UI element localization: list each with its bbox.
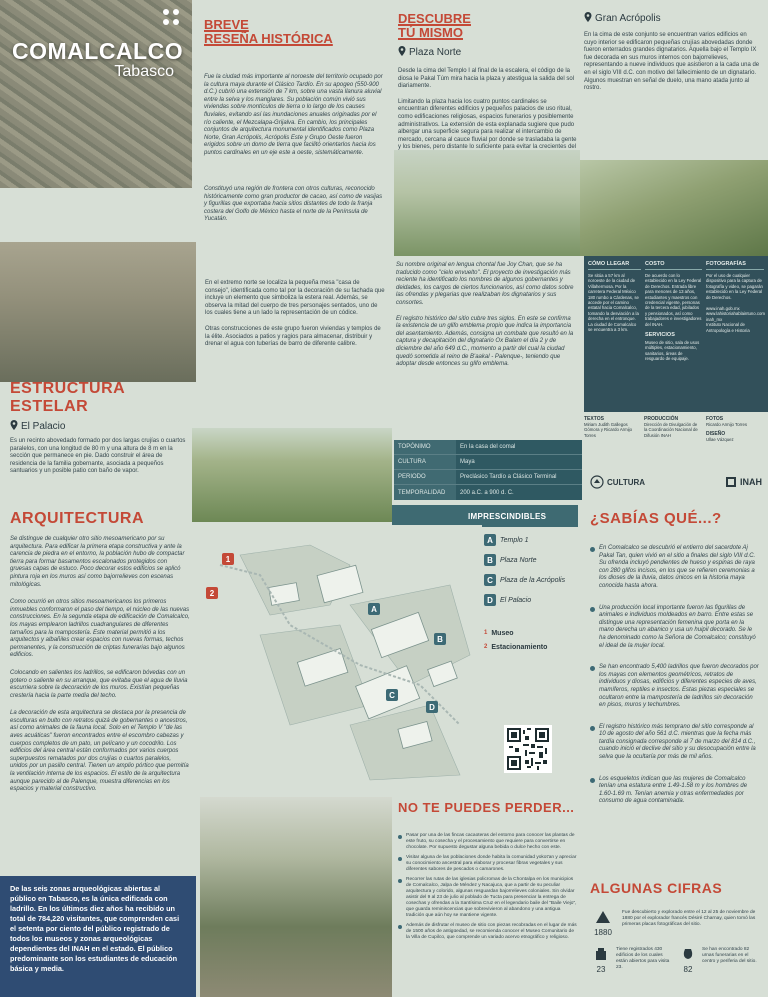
breve-paragraph-2: Constituyó una región de frontera con otros culturas, reconocido históricamente como gran productor de cacao, así como de vasijas y figurillas que exportaba hacia sitios distantes de todo la franja costera del Golfo de México hasta el norte de la Península de Yucatán.: [204, 186, 383, 223]
list-item[interactable]: [484, 530, 578, 550]
cifras-n2: 82: [683, 965, 693, 974]
imprescindibles-list: [484, 530, 578, 654]
arquitectura-paragraph-2: Como ocurrió en otros sitios mesoamericanos los primeros inmuebles conformaron el paso del tiempo, el núcleo de las nuevas construcciones. En la segunda etapa de edificación de Comalcalco, los mayas emplearon ladrillos cuadrangulares de diferentes tamaños para la mampostería. Este material permitió a los arquitectos y albañiles crear espacios con nuevas formas, techos permanentes, y la construcción de criptas funerarias bajo algunos edificios.: [10, 599, 190, 659]
list-label: Plaza Norte: [500, 556, 537, 564]
pyramid-icon: [596, 911, 610, 923]
cifras-numbers: [590, 947, 760, 974]
extra-label: Museo: [491, 629, 514, 637]
inah-logo: [725, 476, 762, 488]
list-text: Se han encontrado 5,400 ladrillos que fueron decorados por los mayas con elementos geométricos, retratos de individuos y diosas, edificios y diferentes especies de aves, mamíferos, reptiles e insectos. Estas piezas especiales se ocultaron entre la mampostería de ladrillos sin decoración en pisos, muros y techumbres.: [599, 664, 759, 709]
list-item: [590, 605, 760, 651]
estructura-heading: ESTRUCTURA ESTELAR: [10, 380, 125, 415]
list-text: Visitar alguna de las poblaciones donde habita la comunidad yokot'an y apreciar su conocimiento ancestral para elaborar y procesar fibras vegetales y sus diferentes sabores de pescados o camarones.: [406, 855, 577, 872]
list-text: En Comalcalco se descubrió el entierro del sacerdote Aj Pakal Tan, quien vivió en el sitio a finales del siglo VIII d.C. Su ofrenda incluyó pendientes de hueso y espinas de raya con 280 glifos incisos, en los que se refieren ceremonias a los dioses de la lluvia, datos únicos en la historia maya conocida hasta ahora.: [599, 545, 756, 589]
fotografias-text: Por el uso de cualquier dispositivo para la captura de fotografía y video, se pagarán establecido en la Ley Federal de Derechos.: [706, 273, 763, 300]
extra-label: Estacionamiento: [491, 643, 548, 651]
fact-key: PERIODO: [394, 470, 456, 484]
servicios-title: SERVICIOS: [645, 332, 675, 339]
bullet-icon: [398, 879, 402, 883]
inah-emblem-icon: [725, 476, 737, 488]
no-perder-block: [398, 800, 578, 941]
visitor-stats-text: De las seis zonas arqueológicas abiertas al público en Tabasco, es la única edificada con ladrillo. En los últimos diez años ha recibido un total de 784,220 visitantes, que comprenden casi el setenta por ciento del público registrado de todos los museos y zonas arqueológicas dependientes del INAH en el estado. El público predominante son los estudiantes de educación básica y media.: [10, 884, 180, 973]
brand-state: Tabasco: [114, 63, 174, 80]
mid-center-paragraph-1: Su nombre original en lengua chontal fue Joy Chan, que se ha traducido como "cielo envuelto". El proyecto de investigación más reciente ha identificado los nombres de algunos gobernantes y deidades, los cargos de ciertos funcionarios, así como datos sobre las ofrendas y plegarias que realizaban los dignatarios y sus consortes.: [396, 262, 574, 306]
bullet-icon: [398, 857, 402, 861]
estructura-block: [0, 380, 196, 476]
list-item[interactable]: [484, 640, 578, 654]
brand-ornament-icon: [160, 6, 182, 28]
imprescindibles-bar: [392, 505, 578, 527]
visitor-stats-box: [0, 876, 196, 997]
estructura-subtitle: [0, 420, 196, 432]
list-text: Recorrer las rutas de las iglesias policromas de la Chontalpa en los municipios de Comalcalco, Jalpa de Méndez y Nacajuca, que a partir de su peculiar arquitectura y colorido, algunas resguardan bajorrelieves coloniales. Sin olvidar asistir del 9 al 23 de julio al poblado de Tucta para presenciar la entrega de cosechas y ofrendas a la Santísima Cruz en el legendario baile del "Baile Viejo", que guarda reminiscencias que sobrevivieron al abandono y una antigua tradición que aún hoy se mantiene vigente.: [406, 877, 577, 918]
list-item[interactable]: [484, 570, 578, 590]
mid-left-paragraph-2: Otras construcciones de este grupo fueron viviendas y templos de la élite. Asociados a patios y ragios para almacenar, distribuir y drenar el agua con tuberías de barro de diferente calibre.: [205, 325, 381, 348]
credits-produccion-title: PRODUCCIÓN: [644, 416, 679, 422]
fact-value: En la casa del comal: [460, 444, 516, 450]
list-text: Los esqueletos indican que las mujeres de Comalcalco tenían una estatura entre 1.49-1.58 m y los hombres de 1.60-1.69 m. Tenían anemia y otras enfermedades por consumo de agua contaminada.: [599, 775, 748, 805]
list-item: [398, 877, 578, 919]
ruins-tree-photo: [200, 797, 392, 997]
list-label: Templo 1: [500, 536, 529, 544]
table-row: [394, 440, 582, 455]
credits-fotos-title: FOTOS: [706, 416, 724, 422]
credits-textos-text: Miriam Judith Gallegos Gómora y Ricardo Armijo Torres: [584, 422, 632, 438]
sabias-list: [590, 545, 760, 806]
breve-paragraph-1: Fue la ciudad más importante al noroeste del territorio ocupado por la cultura maya durante el Clásico Tardío. En su apogeo (550-900 d.C.) cubrió una extensión de 7 km, sobre una vasta llanura aluvial entre la selva y los manglares. Su población común vivió sus viviendas sobre montículos de tierra o lo largo de los causes fluviales, evitando así las inundaciones anuales originadas por el río caliente, el Mezcalapa-Grijalva. En cambio, los principales conjuntos de arquitectura monumental identificados como Plaza Norte, Gran Acrópolis, Acrópolis Este y Grupo Oeste fueron erigidos sobre un domo de tierra que facilitó orientarlos hacia los puntos cardinales en un eje este a oeste, sistemáticamente.: [204, 74, 383, 156]
fotografias-title: FOTOGRAFÍAS: [706, 261, 764, 270]
bullet-icon: [590, 778, 595, 783]
qr-code-icon: [507, 728, 549, 770]
credits-diseno-text: Ullae Vázquez: [706, 437, 734, 443]
list-marker: D: [484, 594, 496, 606]
inah-logo-text: INAH: [740, 477, 762, 487]
site-map: [200, 525, 482, 790]
brand-title: COMALCALCO: [12, 38, 184, 64]
imprescindibles-heading: IMPRESCINDIBLES: [468, 511, 547, 521]
map-marker-d[interactable]: D: [426, 701, 438, 713]
list-item: [590, 776, 760, 806]
map-marker-1[interactable]: 1: [222, 553, 234, 565]
table-row: [394, 485, 582, 500]
extra-number: 2: [484, 644, 488, 650]
landscape-photo-wide: [394, 150, 580, 256]
visit-info-box: [584, 256, 768, 412]
costo-text: De acuerdo con lo establecido en la Ley Federal de Derechos. Entrada libre para menores de 13 años, estudiantes y maestros con credencial vigente, personas de la tercera edad, jubilados y pensionados, así como trabajadores e investigadores del INAH.: [645, 273, 702, 327]
list-text: Una producción local importante fueron las figurillas de animales e individuos moldeados en barro. Entre estas se distingue una representación femenina que porta en la mano derecha un abanico y usa un huipil decorado. Se le ha denominado como la Señora de Comalcalco; constituyó el ideal de la mujer local.: [599, 604, 756, 649]
descubre-paragraph-1: Desde la cima del Templo I al final de la escalera, el código de la diosa le Pakal Túm mira hacia la plaza y atestigua la salida del sol diariamente.: [398, 68, 574, 90]
cultura-logo: [590, 475, 645, 489]
list-label: Plaza de la Acrópolis: [500, 576, 566, 584]
list-text: Pasar por una de las fincas cacaoteras del entorno para conocer las plantas de este fruto, su cosecha y el procesamiento que requiere para convertirse en chocolate. Por supuesto degustar alguna bebida o dulce hecho con este.: [406, 833, 575, 850]
credits-block: [584, 416, 768, 443]
list-text: Además de disfrutar el museo de sitio con piezas recobradas en el lugar de más de 1500 años de antigüedad, se recomienda conocer el Museo Comunitario de la Villa de Cupilco, que comprende un variado acervo etnográfico y religioso.: [406, 923, 577, 940]
arquitectura-paragraph-1: Se distingue de cualquier otro sitio mesoamericano por su arquitectura. Para edificar la primera etapa constructiva y ante la carencia de piedra en el entorno, la población hubo de compactar tierra para formar basamentos escalonados protegidos con gruesas capas de estuco. Poco decorar estos edificios se aplicó pintura roja en los muros así como bajorrelieves con escenas mitológicas.: [10, 536, 185, 588]
location-pin-icon: [584, 12, 592, 22]
list-item[interactable]: [484, 590, 578, 610]
header-photo: [0, 0, 192, 188]
no-perder-heading: NO TE PUEDES PERDER...: [398, 800, 575, 815]
list-item: [590, 664, 760, 710]
location-pin-icon: [10, 420, 18, 430]
list-marker: B: [484, 554, 496, 566]
gran-acropolis-title-text: Gran Acrópolis: [595, 13, 661, 24]
arquitectura-paragraph-3: Colocando en salientes los ladrillos, se edificaron bóvedas con un gotero o saliente en su arranque, que evitaba que el agua de lluvia escurriera sobre la decoración de los muros. Existían pequeñas crestería hacia la parte media del techo.: [10, 669, 188, 699]
cifras-block: [590, 880, 760, 974]
arquitectura-paragraph-4: La decoración de esta arquitectura se destaca por la presencia de esculturas en bulto con retratos quizá de gobernantes o ancestros, así como animales de la fauna local. Solo en el Templo V "de las aves acuáticas" fueron encontrados entre el escombro cabezas y cuerpos completos de un pato, un pelícano y un cocodrilo. Los edificios del área central están conformados por varios cuerpos superpuestos rematados por dos crujías o cuartos paralelos, unidos por un pasillo central. Tienen un amplio pórtico que permitía la ventilación interna de los espacios. El estilo de la arquitectura aunque parecido al de Palenque, muestra diferencias en los espacios y material constructivo.: [10, 710, 189, 793]
list-marker: A: [484, 534, 496, 546]
bullet-icon: [398, 925, 402, 929]
list-label: El Palacio: [500, 596, 532, 604]
logos-strip: [584, 466, 768, 498]
arquitectura-heading: ARQUITECTURA: [10, 510, 144, 527]
table-row: [394, 470, 582, 485]
credits-produccion-text: Dirección de Divulgación de la Coordinación Nacional de Difusión INAH: [644, 422, 698, 438]
credits-textos-title: TEXTOS: [584, 416, 604, 422]
sabias-heading: ¿SABÍAS QUÉ...?: [590, 510, 722, 527]
cultura-logo-text: CULTURA: [607, 477, 646, 487]
brand-block: [12, 38, 182, 81]
gran-acropolis-text: En la cima de este conjunto se encuentran varios edificios en cuyo interior se edificaron pequeñas crujías abovedadas donde fueron enterrados grandes dignatarios. Aquella bajo el Templo IX fue decorada en sus muros internos con bajorrelieves, representando a nueve individuos que asistieron a la cada una de en el siglo VIII d.C. con motivo del fallecimiento de un dignatario. Algunos muestran en señal de duelo, una mano atada junto al rostro.: [584, 32, 760, 92]
como-llegar-text: Se sitúa a 57 km al noroeste de la ciudad de Villahermosa. Por la carretera Federal México 180 rumbo a Cárdenas, se accede por el camino estatal hacia Comalcalco, tomando la desviación a la derecha en el entronque. La ciudad de Comalcalco se encuentra a 3 km.: [588, 273, 639, 333]
list-item: [590, 545, 760, 591]
palace-photo: [192, 428, 392, 522]
list-item: [398, 923, 578, 941]
cifras-n1-text: Tiene registrados 430 edificios de los cuales están abiertos para visita 23.: [616, 947, 670, 970]
mid-center-paragraph-2: El registro histórico del sitio cubre tres siglos. En este se confirma la existencia de un glifo emblema propio que indica la importancia del asentamiento. Además, consigna un combate que resultó en la captura y decapitación del dignatario Ox Balam el día 2 y de diciembre del año 649 d.C., momento a partir del cual la ciudad quedó sometida al reino de B'aakal - Palenque-, teniendo que adoptar desde entonces su glifo emblema.: [396, 315, 574, 368]
qr-code[interactable]: [504, 725, 552, 773]
building-icon: [595, 948, 607, 960]
facts-table: [394, 440, 582, 500]
urn-icon: [682, 948, 694, 960]
fact-key: CULTURA: [394, 455, 456, 469]
list-item[interactable]: [484, 626, 578, 640]
bullet-icon: [398, 835, 402, 839]
estructura-subtitle-text: El Palacio: [21, 421, 66, 432]
credits-diseno-title: DISEÑO: [706, 431, 726, 438]
list-item: [590, 724, 760, 762]
list-text: El registro histórico más temprano del sitio corresponde al 10 de agosto del año 561 d.C. mientras que la fecha más tardía consignada corresponde al 7 de marzo del 814 d.C., cuando inició el declive del sitio y su desocupación entre la selva que la ocultaría por más de mil años.: [599, 723, 756, 761]
descubre-subtitle: [398, 46, 578, 58]
como-llegar-title: CÓMO LLEGAR: [588, 261, 641, 270]
bullet-icon: [590, 666, 595, 671]
fact-value: 200 a.C. a 900 d. C.: [460, 489, 514, 496]
cifras-year-text: Fue descubierto y explorado entre el 12 al 25 de noviembre de 1880 por el explorador francés Désiré Charnay, quien tomó las primeras placas fotográficas del sitio.: [622, 910, 756, 927]
breve-heading: BREVE RESEÑA HISTÓRICA: [204, 17, 333, 46]
cifras-item: [590, 910, 760, 937]
cifras-heading: ALGUNAS CIFRAS: [590, 880, 723, 896]
sabias-block: [590, 510, 760, 806]
gran-acropolis-title: [584, 12, 760, 24]
fact-value: Preclásico Tardío a Clásico Terminal: [460, 474, 557, 480]
map-marker-a[interactable]: A: [368, 603, 380, 615]
fact-value: Maya: [460, 459, 475, 465]
cifras-n2-text: Se han encontrado 82 urnas funerarias en el centro y periferia del sitio.: [702, 947, 757, 964]
bullet-icon: [590, 607, 595, 612]
cifras-n1: 23: [596, 965, 606, 974]
landscape-photo: [578, 160, 768, 256]
list-marker: C: [484, 574, 496, 586]
mid-left-paragraph-1: En el extremo norte se localiza la pequeña mesa "casa de consejo", identificada como tal por la decoración de su fachada que incluye un elemento que simboliza la estera real. Además, se observa la mitad del cuerpo de tres personajes sentados, uno de los cuales tiene a un lado la representación de un códice.: [205, 280, 385, 317]
servicios-text: Museo de sitio, sala de usos múltiples, estacionamiento, sanitarios, áreas de resguardo de equipaje.: [645, 340, 700, 362]
descubre-subtitle-text: Plaza Norte: [409, 47, 462, 58]
extra-number: 1: [484, 630, 488, 636]
map-marker-2[interactable]: 2: [206, 587, 218, 599]
bullet-icon: [590, 726, 595, 731]
table-row: [394, 455, 582, 470]
list-item: [398, 855, 578, 873]
list-item[interactable]: [484, 550, 578, 570]
social-links[interactable]: www.inah.gob.mx www.lahistoriahablaintuno.com inah_mx Instituto Nacional de Antropología e Historia: [706, 306, 765, 333]
fact-key: TOPÓNIMO: [394, 440, 456, 454]
bullet-icon: [590, 547, 595, 552]
fact-key: TEMPORALIDAD: [394, 485, 456, 500]
estructura-text: Es un recinto abovedado formado por dos largas crujías o cuartos paralelos, con una longitud de 80 m y una altura de 8 m en la sección que permanece en pie. Dado construir el área de residencia de la familia gobernante, asociada a pequeños santuarios y un posible patio con baño de vapor.: [10, 438, 186, 475]
map-marker-c[interactable]: C: [386, 689, 398, 701]
descubre-paragraph-2: Limitando la plaza hacia los cuatro puntos cardinales se encuentran diferentes edificios y pequeños palacios de uso ritual, como edificaciones religiosas, espacios funerarios y posiblemente administrativos. La extensión de esta explanada sugiere que pudo albergar una superficie segura para realizar el intercambio de mercado, cercana al cauce fluvial por donde se trasladaba la gente y los bienes, pero distante lo suficiente para evitar la crecientes del: [398, 98, 577, 151]
site-map-svg: [200, 525, 482, 790]
cultura-emblem-icon: [590, 475, 604, 489]
location-pin-icon: [398, 46, 406, 56]
excavation-photo: [0, 242, 196, 382]
credits-fotos-text: Ricardo Armijo Torres: [706, 422, 747, 427]
cifras-year: 1880: [594, 928, 612, 937]
costo-title: COSTO: [645, 261, 702, 270]
no-perder-list: [398, 833, 578, 941]
list-item: [398, 833, 578, 851]
map-marker-b[interactable]: B: [434, 633, 446, 645]
descubre-heading: DESCUBRE TÚ MISMO: [398, 11, 471, 40]
